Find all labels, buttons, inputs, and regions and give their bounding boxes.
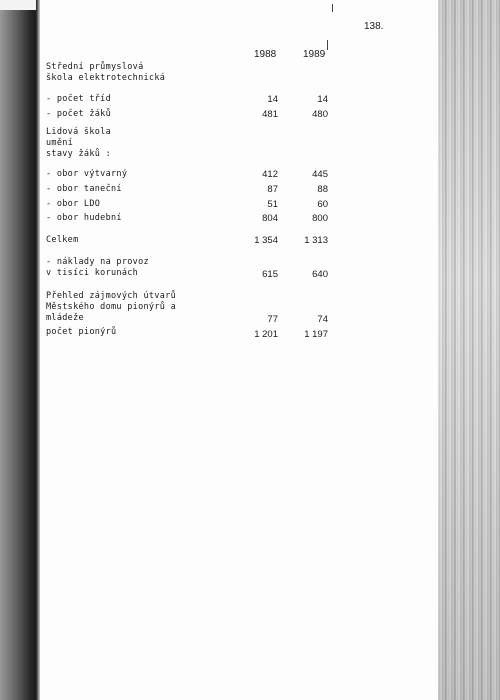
- row-label-hudebni: - obor hudební: [46, 213, 122, 223]
- gutter-top-strip: [0, 0, 36, 10]
- row-value-vytvarny-1989: 445: [312, 169, 328, 180]
- prehled-label-line-3: mládeže: [46, 313, 84, 323]
- lidova-title-line-2: umění: [46, 138, 74, 148]
- row-label-ldo: - obor LDO: [46, 199, 101, 209]
- row-value-pionyru-1989: 1 197: [304, 329, 328, 340]
- page-number: 138.: [364, 21, 384, 32]
- year-1989-header: 1989: [303, 49, 326, 60]
- row-value-naklady-1989: 640: [312, 269, 328, 280]
- row-value-ldo-1988: 51: [267, 199, 278, 210]
- naklady-label-line-1: - náklady na provoz: [46, 257, 149, 267]
- lidova-title-line-1: Lidová škola: [46, 127, 112, 137]
- row-value-naklady-1988: 615: [262, 269, 278, 280]
- row-value-pocet-zaku-1988: 481: [262, 109, 278, 120]
- row-value-pocet-trid-1989: 14: [317, 94, 328, 105]
- year-1988-header: 1988: [254, 49, 277, 60]
- row-value-prehled-1988: 77: [267, 314, 278, 325]
- prehled-label-line-2: Městského domu pionýrů a: [46, 302, 177, 312]
- naklady-label-line-2: v tisíci korunách: [46, 268, 139, 278]
- row-value-celkem-1988: 1 354: [254, 235, 278, 246]
- prehled-label-line-1: Přehled zájmových útvarů: [46, 291, 177, 301]
- row-value-pocet-zaku-1989: 480: [312, 109, 328, 120]
- lidova-title-line-3: stavy žáků :: [46, 149, 112, 159]
- row-value-celkem-1989: 1 313: [304, 235, 328, 246]
- row-label-tanecni: - obor taneční: [46, 184, 122, 194]
- book-gutter-shadow: [0, 0, 40, 700]
- page-edges: [438, 0, 500, 700]
- scanned-page: [40, 0, 438, 700]
- row-value-tanecni-1989: 88: [317, 184, 328, 195]
- row-value-prehled-1989: 74: [317, 314, 328, 325]
- row-value-tanecni-1988: 87: [267, 184, 278, 195]
- row-value-pionyru-1988: 1 201: [254, 329, 278, 340]
- school-title-line-2: škola elektrotechnická: [46, 73, 166, 83]
- row-label-vytvarny: - obor výtvarný: [46, 169, 128, 179]
- row-value-pocet-trid-1988: 14: [267, 94, 278, 105]
- school-title-line-1: Střední průmyslová: [46, 62, 144, 72]
- row-value-ldo-1989: 60: [317, 199, 328, 210]
- top-tick-mark: [332, 4, 333, 12]
- row-label-celkem: Celkem: [46, 235, 79, 245]
- row-value-vytvarny-1988: 412: [262, 169, 278, 180]
- row-value-hudebni-1988: 804: [262, 213, 278, 224]
- row-label-pionyru: počet pionýrů: [46, 327, 117, 337]
- row-value-hudebni-1989: 800: [312, 213, 328, 224]
- row-label-pocet-zaku: - počet žáků: [46, 109, 112, 119]
- header-tick-mark: [327, 40, 328, 50]
- row-label-pocet-trid: - počet tříd: [46, 94, 112, 104]
